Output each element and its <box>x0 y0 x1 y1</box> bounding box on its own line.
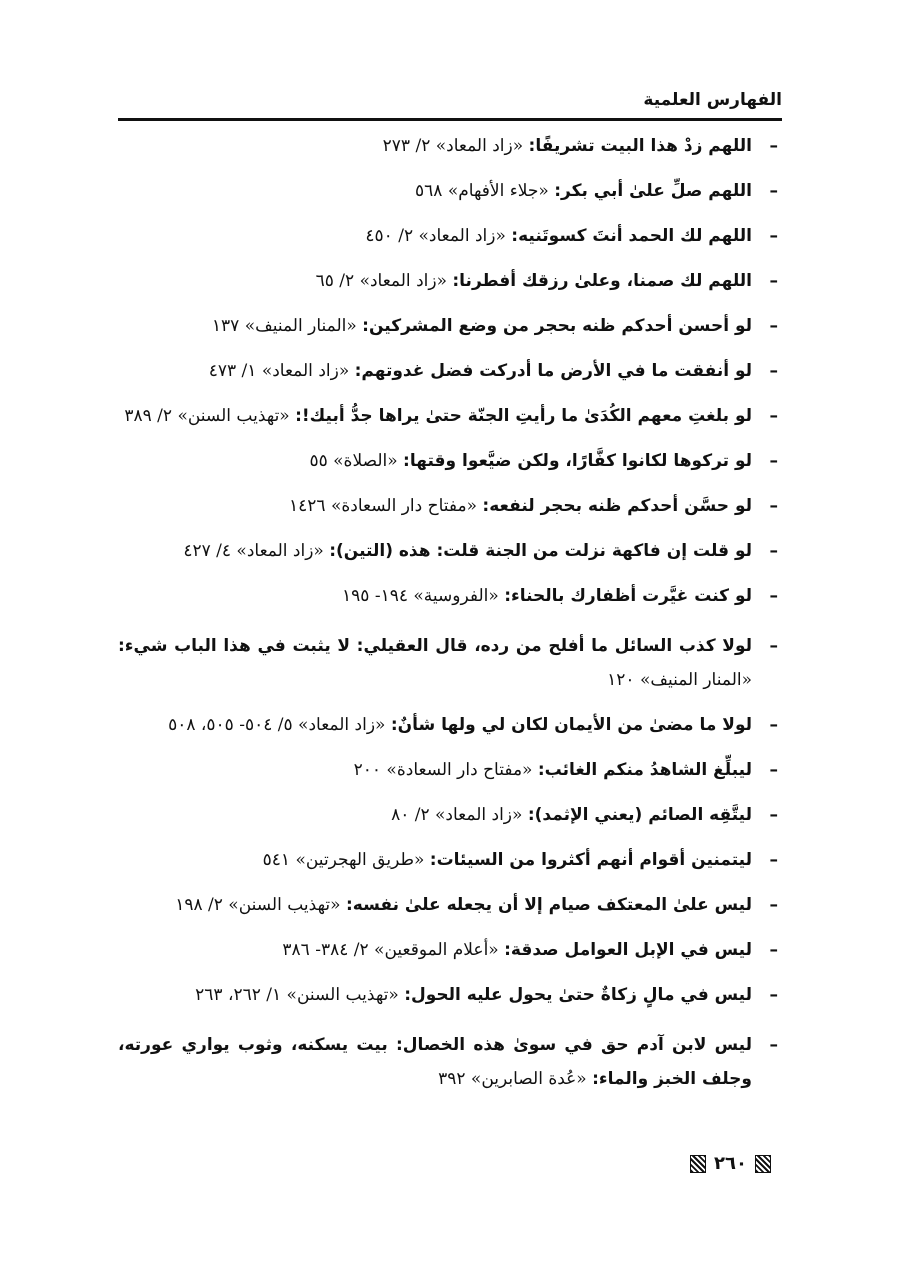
list-item <box>118 938 782 962</box>
hadith-text: ليبلِّغ الشاهدُ منكم الغائب: <box>537 760 752 780</box>
hadith-text: ليس في مالٍ زكاةٌ حتىٰ يحول عليه الحول: <box>404 985 752 1005</box>
bullet-dash: – <box>769 271 778 291</box>
hadith-text: اللهم صلِّ علىٰ أبي بكر: <box>554 181 752 201</box>
source-reference: «زاد المعاد» ٢/ ٦٥ <box>315 271 447 291</box>
source-reference: «مفتاح دار السعادة» ١٤٢٦ <box>289 496 477 516</box>
list-item <box>118 134 782 158</box>
hadith-index-list <box>118 134 782 1112</box>
source-reference: «تهذيب السنن» ٢/ ٣٨٩ <box>124 406 290 426</box>
bullet-dash: – <box>769 181 778 201</box>
bullet-dash: – <box>769 541 778 561</box>
bullet-dash: – <box>769 715 778 735</box>
source-reference: «المنار المنيف» ١٢٠ <box>607 670 752 690</box>
list-item <box>118 983 782 1007</box>
bullet-dash: – <box>769 805 778 825</box>
bullet-dash: – <box>769 136 778 156</box>
source-reference: «تهذيب السنن» ٢/ ١٩٨ <box>175 895 341 915</box>
list-item <box>118 584 782 608</box>
hadith-text: اللهم زدْ هذا البيت تشريفًا: <box>528 136 752 156</box>
source-reference: «طريق الهجرتين» ٥٤١ <box>262 850 425 870</box>
source-reference: «الفروسية» ١٩٤- ١٩٥ <box>342 586 499 606</box>
hadith-text: ليس لابن آدم حق في سوىٰ هذه الخصال: بيت يسكنه، وثوب يواري عورته، وجلف الخبز والماء: <box>118 1035 752 1089</box>
hadith-text: لو حسَّن أحدكم ظنه بحجر لنفعه: <box>482 496 752 516</box>
hadith-text: ليتمنين أقوام أنهم أكثروا من السيئات: <box>429 850 752 870</box>
list-item <box>118 314 782 338</box>
hadith-text: اللهم لك صمنا، وعلىٰ رزقك أفطرنا: <box>452 271 752 291</box>
page-footer <box>690 1152 790 1176</box>
source-reference: «جلاء الأفهام» ٥٦٨ <box>415 181 549 201</box>
bullet-dash: – <box>769 451 778 471</box>
hadith-text: لو تركوها لكانوا كفَّارًا، ولكن ضيَّعوا وقتها: <box>403 451 752 471</box>
bullet-dash: – <box>769 361 778 381</box>
source-reference: «الصلاة» ٥٥ <box>309 451 398 471</box>
list-item <box>118 539 782 563</box>
list-item <box>118 1028 782 1096</box>
hadith-text: اللهم لك الحمد أنتَ كسوتَنيه: <box>511 226 752 246</box>
bullet-dash: – <box>769 226 778 246</box>
source-reference: «زاد المعاد» ١/ ٤٧٣ <box>208 361 350 381</box>
source-reference: «زاد المعاد» ٢/ ٤٥٠ <box>365 226 506 246</box>
bullet-dash: – <box>769 940 778 960</box>
hadith-text: ليتَّقِه الصائم (يعني الإثمد): <box>527 805 752 825</box>
list-item <box>118 758 782 782</box>
bullet-dash: – <box>769 895 778 915</box>
ornament-icon <box>690 1155 706 1173</box>
source-reference: «أعلام الموقعين» ٢/ ٣٨٤- ٣٨٦ <box>282 940 499 960</box>
ornament-icon <box>755 1155 771 1173</box>
source-reference: «مفتاح دار السعادة» ٢٠٠ <box>353 760 533 780</box>
bullet-dash: – <box>769 316 778 336</box>
source-reference: «زاد المعاد» ٢/ ٨٠ <box>391 805 523 825</box>
page-number: ٢٦٠ <box>714 1153 747 1174</box>
list-item <box>118 629 782 697</box>
bullet-dash: – <box>769 496 778 516</box>
list-item <box>118 893 782 917</box>
source-reference: «زاد المعاد» ٤/ ٤٢٧ <box>183 541 324 561</box>
list-item <box>118 179 782 203</box>
hadith-text: لو أحسن أحدكم ظنه بحجر من وضع المشركين: <box>362 316 752 336</box>
hadith-text: ليس علىٰ المعتكف صيام إلا أن يجعله علىٰ نفسه: <box>345 895 752 915</box>
list-item <box>118 404 782 428</box>
list-item <box>118 449 782 473</box>
list-item <box>118 359 782 383</box>
hadith-text: لولا ما مضىٰ من الأيمان لكان لي ولها شأنٌ: <box>390 715 752 735</box>
list-item <box>118 224 782 248</box>
hadith-text: ليس في الإبل العوامل صدقة: <box>504 940 752 960</box>
list-item <box>118 713 782 737</box>
list-item <box>118 803 782 827</box>
source-reference: «المنار المنيف» ١٣٧ <box>211 316 357 336</box>
hadith-text: لو كنت غيَّرت أظفارك بالحناء: <box>504 586 752 606</box>
source-reference: «زاد المعاد» ٢/ ٢٧٣ <box>382 136 524 156</box>
source-reference: «عُدة الصابرين» ٣٩٢ <box>438 1069 587 1089</box>
bullet-dash: – <box>769 406 778 426</box>
hadith-text: لولا كذب السائل ما أفلح من رده، قال العقيلي: لا يثبت في هذا الباب شيء: <box>118 636 752 656</box>
source-reference: «زاد المعاد» ٥/ ٥٠٤- ٥٠٥، ٥٠٨ <box>168 715 386 735</box>
source-reference: «تهذيب السنن» ١/ ٢٦٢، ٢٦٣ <box>195 985 399 1005</box>
list-item <box>118 269 782 293</box>
list-item <box>118 494 782 518</box>
hadith-text: لو أنفقت ما في الأرض ما أدركت فضل غدوتهم: <box>354 361 752 381</box>
bullet-dash: – <box>769 985 778 1005</box>
list-item <box>118 848 782 872</box>
hadith-text: لو بلغتِ معهم الكُدَىٰ ما رأيتِ الجنّة حتىٰ يراها جدُّ أبيك!: <box>295 406 752 426</box>
bullet-dash: – <box>769 636 778 656</box>
hadith-text: لو قلت إن فاكهة نزلت من الجنة قلت: هذه (التين): <box>329 541 752 561</box>
running-header: الفهارس العلمية <box>118 88 782 121</box>
bullet-dash: – <box>769 760 778 780</box>
bullet-dash: – <box>769 1035 778 1055</box>
bullet-dash: – <box>769 586 778 606</box>
bullet-dash: – <box>769 850 778 870</box>
